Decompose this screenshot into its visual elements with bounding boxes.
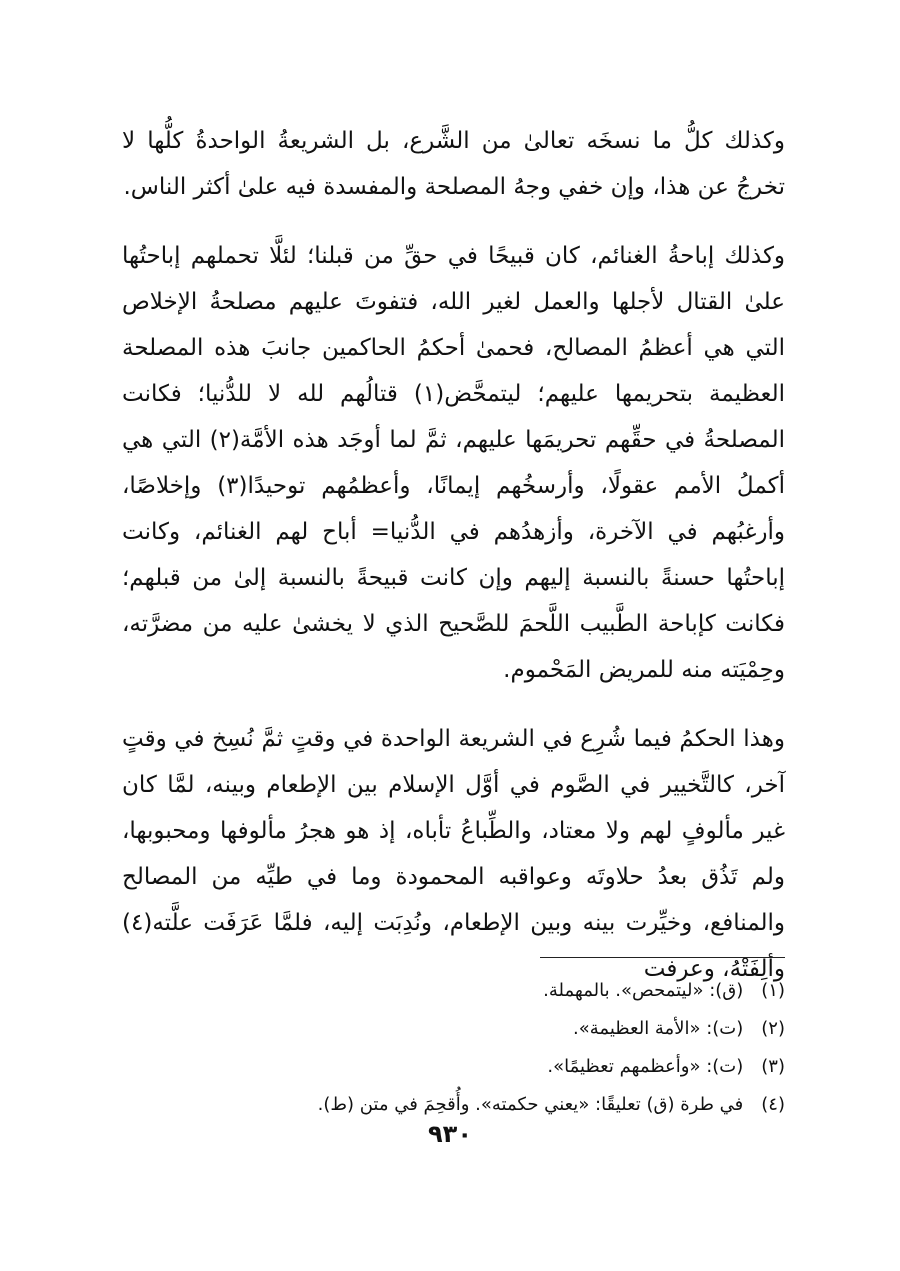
page-number: ٩٣٠ <box>428 1120 472 1148</box>
footnote-item <box>300 1048 785 1086</box>
paragraph-spoils: وكذلك إباحةُ الغنائم، كان قبيحًا في حقِّ من قبلنا؛ لئلَّا تحملهم إباحتُها علىٰ القتال لأجلها والعمل لغير الله، فتفوتَ عليهم مصلحةُ الإخلاص التي هي أعظمُ المصالح، فحمىٰ أحكمُ الحاكمين جانبَ هذه المصلحة العظيمة بتحريمها عليهم؛ ليتمحَّض(١) قتالُهم لله لا للدُّنيا؛ فكانت المصلحةُ في حقِّهم تحريمَها عليهم، ثمَّ لما أوجَد هذه الأمَّة(٢) التي هي أكملُ الأمم عقولًا، وأرسخُهم إيمانًا، وأعظمُهم توحيدًا(٣) وإخلاصًا، وأرغبُهم في الآخرة، وأزهدُهم في الدُّنيا= أباح لهم الغنائم، وكانت إباحتُها حسنةً بالنسبة إليهم وإن كانت قبيحةً بالنسبة إلىٰ من قبلهم؛ فكانت كإباحة الطَّبيب اللَّحمَ للصَّحيح الذي لا يخشىٰ عليه من مضرَّته، وحِمْيَته منه للمريض المَحْموم. <box>122 243 785 683</box>
footnote-item <box>300 1010 785 1048</box>
footnote-number: (٤) <box>761 1094 785 1115</box>
footnote-text: (ت): «الأمة العظيمة». <box>573 1018 744 1039</box>
footnote-divider <box>540 957 785 958</box>
paragraph-abrogation: وكذلك كلُّ ما نسخَه تعالىٰ من الشَّرع، بل الشريعةُ الواحدةُ كلُّها لا تخرجُ عن هذا، وإن خفي وجهُ المصلحة والمفسدة فيه علىٰ أكثر الناس. <box>122 128 785 200</box>
footnotes-list <box>300 972 785 1124</box>
footnote-item <box>300 972 785 1010</box>
footnote-number: (٣) <box>761 1056 785 1077</box>
main-text <box>122 118 785 992</box>
paragraph-fasting: وهذا الحكمُ فيما شُرِع في الشريعة الواحدة في وقتٍ ثمَّ نُسِخ في وقتٍ آخر، كالتَّخيير في الصَّوم في أوَّل الإسلام بين الإطعام وبينه، لمَّا كان غير مألوفٍ لهم ولا معتاد، والطِّباعُ تأباه، إذ هو هجرُ مألوفها ومحبوبها، ولم تَذُق بعدُ حلاوتَه وعواقبه المحمودة وما في طيِّه من المصالح والمنافع، وخيِّرت بينه وبين الإطعام، ونُدِبَت إليه، فلمَّا عَرَفَت علَّته(٤) وألِفَتْهُ، وعرفت <box>122 726 785 982</box>
footnote-text: (ق): «ليتمحص». بالمهملة. <box>543 980 744 1001</box>
footnote-text: (ت): «وأعظمهم تعظيمًا». <box>547 1056 744 1077</box>
footnote-number: (٢) <box>761 1018 785 1039</box>
footnote-number: (١) <box>761 980 785 1001</box>
footnote-item <box>300 1086 785 1124</box>
footnote-text: في طرة (ق) تعليقًا: «يعني حكمته». وأُقحِمَ في متن (ط). <box>317 1094 744 1115</box>
